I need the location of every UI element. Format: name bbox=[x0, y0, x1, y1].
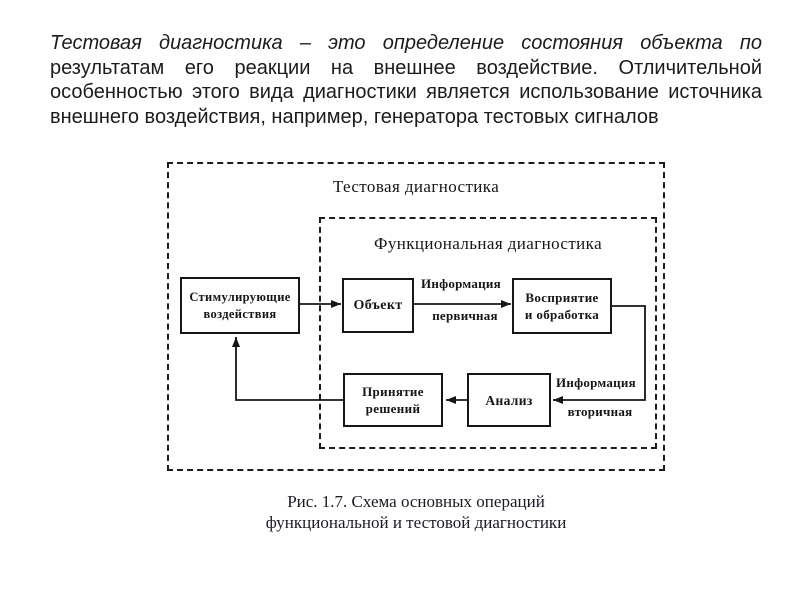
node-analysis-label: Анализ bbox=[485, 392, 533, 408]
intro-paragraph bbox=[50, 31, 762, 129]
flow-label-secondary-information: Информация bbox=[556, 375, 636, 390]
node-decision-line2: решений bbox=[365, 401, 421, 416]
flow-label-secondary-type: вторичная bbox=[567, 404, 633, 419]
outer-frame-title: Тестовая диагностика bbox=[332, 177, 500, 196]
figure-diagram-outer-frame bbox=[167, 162, 665, 471]
intro-line-2: результатам его реакции на внешнее воздействие. Отличительной bbox=[50, 56, 762, 79]
node-perception-processing bbox=[512, 278, 612, 334]
node-decision-making bbox=[343, 373, 443, 427]
node-stimulating-line2: воздействия bbox=[203, 306, 277, 321]
node-analysis bbox=[467, 373, 551, 427]
node-perception-line1: Восприятие bbox=[525, 290, 599, 305]
figure-caption-line2: функциональной и тестовой диагностики bbox=[265, 513, 567, 532]
node-object bbox=[342, 278, 414, 333]
arrow-decision-to-stimulating bbox=[236, 337, 343, 400]
inner-frame-title: Функциональная диагностика bbox=[373, 234, 603, 253]
figure-caption-line1: Рис. 1.7. Схема основных операций bbox=[287, 492, 545, 511]
node-object-label: Объект bbox=[353, 298, 403, 313]
intro-line-4: внешнего воздействия, например, генератора тестовых сигналов bbox=[50, 105, 659, 128]
node-perception-line2: и обработка bbox=[524, 307, 600, 322]
node-decision-line1: Принятие bbox=[362, 384, 424, 399]
figure-caption bbox=[167, 491, 665, 533]
intro-line-1: Тестовая диагностика – это определение состояния объекта по bbox=[50, 32, 762, 54]
flow-label-primary-information: Информация bbox=[421, 276, 501, 291]
node-stimulating-line1: Стимулирующие bbox=[189, 289, 291, 304]
flow-label-primary-type: первичная bbox=[432, 308, 498, 323]
intro-line-3: особенностью этого вида диагностики является использование источника bbox=[50, 81, 762, 103]
node-stimulating-actions bbox=[180, 277, 300, 334]
